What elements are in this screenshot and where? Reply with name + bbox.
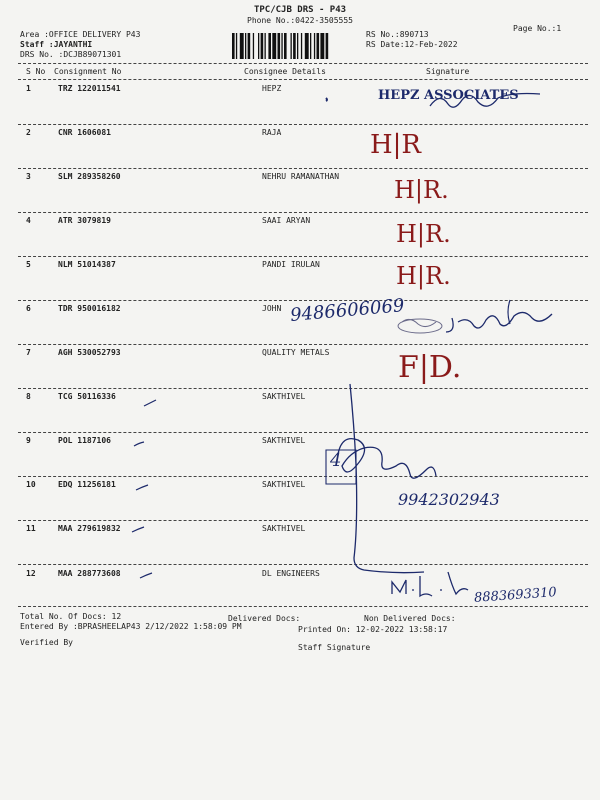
row-consignee: SAKTHIVEL	[262, 480, 306, 489]
row-sno: 7	[26, 348, 31, 357]
row-consignment: ATR 3079819	[58, 216, 111, 225]
handwritten-remark: H|R.	[396, 262, 451, 290]
handwritten-remark: H|R	[370, 130, 422, 160]
row-consignment: EDQ 11256181	[58, 480, 116, 489]
row-consignee: QUALITY METALS	[262, 348, 330, 357]
staff-label: Staff :JAYANTHI	[20, 40, 93, 49]
total-docs: Total No. Of Docs: 12	[20, 612, 122, 621]
row-consignee: PANDI IRULAN	[262, 260, 320, 269]
col-consignee: Consignee Details	[244, 67, 326, 76]
entered-by: Entered By :BPRASHEELAP43 2/12/2022 1:58:09 PM	[20, 622, 242, 631]
hepz-stamp: HEPZ ASSOCIATES	[378, 88, 519, 103]
row-sno: 12	[26, 569, 36, 578]
page-number: Page No.:1	[513, 24, 562, 33]
col-consignment: Consignment No	[54, 67, 122, 76]
col-sno: S No	[26, 67, 46, 76]
row-consignment: NLM 51014387	[58, 260, 116, 269]
row-consignee: SAKTHIVEL	[262, 392, 306, 401]
handwritten-phone: 9942302943	[398, 490, 500, 509]
handwritten-phone: 8883693310	[473, 585, 558, 606]
row-consignment: MAA 288773608	[58, 569, 121, 578]
row-sno: 3	[26, 172, 31, 181]
handwritten-remark: H|R.	[394, 176, 449, 204]
row-consignment: TRZ 122011541	[58, 84, 121, 93]
non-delivered-docs: Non Delivered Docs:	[364, 614, 456, 623]
row-consignment: AGH 530052793	[58, 348, 121, 357]
row-consignment: MAA 279619832	[58, 524, 121, 533]
row-consignment: SLM 289358260	[58, 172, 121, 181]
row-consignee: NEHRU RAMANATHAN	[262, 172, 340, 181]
delivered-docs: Delivered Docs:	[228, 614, 301, 623]
printed-on: Printed On: 12-02-2022 13:58:17	[298, 625, 448, 634]
row-sno: 11	[26, 524, 36, 533]
row-consignee: SAAI ARYAN	[262, 216, 311, 225]
row-sno: 5	[26, 260, 31, 269]
row-consignee: SAKTHIVEL	[262, 524, 306, 533]
row-sno: 6	[26, 304, 31, 313]
row-sno: 10	[26, 480, 36, 489]
row-consignee: RAJA	[262, 128, 282, 137]
row-sno: 2	[26, 128, 31, 137]
staff-signature: Staff Signature	[298, 643, 371, 652]
row-consignee: HEPZ	[262, 84, 282, 93]
row-sno: 4	[26, 216, 31, 225]
col-signature: Signature	[426, 67, 470, 76]
sheet-title: TPC/CJB DRS - P43	[253, 5, 347, 15]
row-sno: 8	[26, 392, 31, 401]
row-consignee: DL ENGINEERS	[262, 569, 320, 578]
phone-number: Phone No.:0422-3505555	[247, 16, 353, 25]
area-label: Area :OFFICE DELIVERY P43	[20, 30, 141, 39]
handwritten-mark: 4	[330, 450, 342, 471]
handwritten-remark: F|D.	[398, 350, 462, 385]
row-consignment: POL 1187106	[58, 436, 111, 445]
verified-by: Verified By	[20, 638, 73, 647]
row-consignment: TDR 950016182	[58, 304, 121, 313]
drs-number: DRS No. :DCJB89071301	[20, 50, 122, 59]
rs-number: RS No.:890713	[366, 30, 429, 39]
handwritten-remark: H|R.	[396, 220, 451, 248]
row-consignment: CNR 1606081	[58, 128, 111, 137]
row-sno: 9	[26, 436, 31, 445]
row-consignee: SAKTHIVEL	[262, 436, 306, 445]
rs-date: RS Date:12-Feb-2022	[366, 40, 458, 49]
handwritten-phone: 9486606069	[289, 295, 406, 326]
row-sno: 1	[26, 84, 31, 93]
row-consignee: JOHN	[262, 304, 282, 313]
row-consignment: TCG 50116336	[58, 392, 116, 401]
